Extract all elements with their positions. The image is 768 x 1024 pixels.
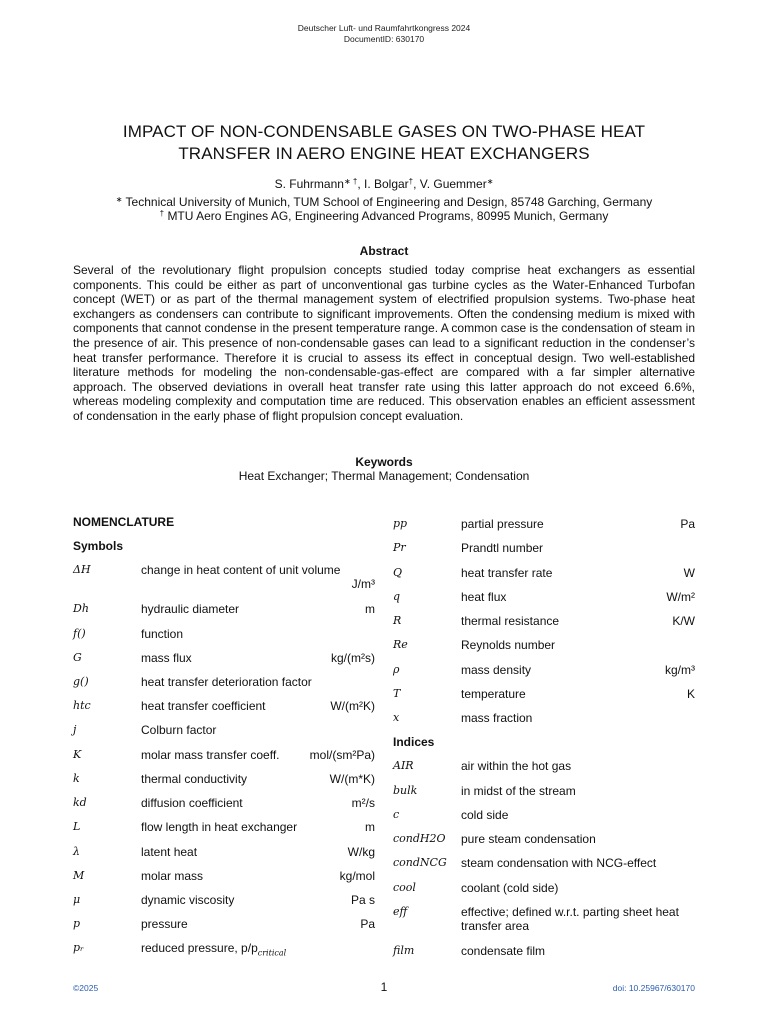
affiliation-2-mark: †: [159, 209, 165, 218]
symbol-description: temperature: [461, 687, 526, 701]
symbol-description: hydraulic diameter: [141, 602, 240, 616]
title-line-2: TRANSFER IN AERO ENGINE HEAT EXCHANGERS: [178, 144, 590, 163]
symbol-description: thermal resistance: [461, 614, 560, 628]
nomenclature-row: [73, 796, 375, 816]
symbol-unit: K/W: [672, 614, 695, 628]
symbol-description: flow length in heat exchanger: [141, 820, 298, 834]
nomenclature-row: [393, 566, 695, 586]
symbol-unit: J/m³: [351, 577, 375, 591]
symbol: Pr: [393, 541, 406, 554]
nomenclature-row: [73, 772, 375, 792]
symbol-description-text: reduced pressure, p/p: [141, 941, 258, 955]
symbol-unit: K: [686, 687, 695, 701]
nomenclature-row: [73, 941, 375, 961]
symbol-description: Colburn factor: [141, 723, 217, 737]
symbol-description: thermal conductivity: [141, 772, 248, 786]
symbol-unit: mol/(sm²Pa): [309, 748, 375, 762]
index-description: coolant (cold side): [461, 881, 559, 895]
symbol: q: [393, 590, 401, 603]
nomenclature-heading: NOMENCLATURE: [73, 515, 175, 529]
symbol-description: mass density: [461, 663, 532, 677]
index-row: [393, 759, 695, 779]
symbol: htc: [73, 699, 91, 712]
symbol-unit: W/(m²K): [330, 699, 375, 713]
author-2: , I. Bolgar: [357, 177, 409, 191]
symbol-description: Reynolds number: [461, 638, 556, 652]
nomenclature-row: [393, 517, 695, 537]
symbol-unit: W/m²: [666, 590, 695, 604]
symbol: pp: [393, 517, 408, 530]
symbol-description: function: [141, 627, 184, 641]
symbol-description: change in heat content of unit volume: [141, 563, 341, 577]
symbol: j: [73, 723, 77, 736]
symbol-description: heat transfer deterioration factor: [141, 675, 312, 689]
nomenclature-row: [73, 893, 375, 913]
symbol: λ: [73, 845, 80, 858]
symbol-description: mass fraction: [461, 711, 533, 725]
symbol: ΔH: [73, 563, 91, 576]
author-2-marks: †: [408, 177, 414, 186]
author-1: S. Fuhrmann: [274, 177, 344, 191]
symbol-unit: kg/(m²s): [331, 651, 375, 665]
symbol-description: diffusion coefficient: [141, 796, 243, 810]
symbol: x: [393, 711, 400, 724]
page-number: 1: [380, 980, 388, 994]
symbol-unit: Pa s: [350, 893, 375, 907]
copyright-notice: ©2025: [73, 983, 99, 993]
symbol-description: mass flux: [141, 651, 192, 665]
symbol-description: molar mass: [141, 869, 204, 883]
symbol: ρ: [393, 663, 400, 676]
affiliation-1-mark: ∗: [115, 195, 123, 204]
abstract-text: Several of the revolutionary flight propulsion concepts studied today comprise heat exchangers as essential components. This could be either as part of unconventional gas turbine cycles as the Water-Enhanced Turbofan concept (WET) or as part of the thermal management system of electrified propulsion systems. Two-phase heat exchangers as condensers can contribute to significant improvements. Often the condensing medium is mixed with components that cannot condense in the present temperature range. A common case is the condensation of steam in the presence of air. This presence of non-condensable gases can lead to a significant reduction in the condenser’s heat transfer performance. Therefore it is crucial to assess its effect in conceptual design. Two well-established literature methods for modeling the non-condensable-gas-effect are compared with a far simpler alternative approach. The observed deviations in overall heat transfer rate using this latter approach do not exceed 6.6%, whereas modeling complexity and computation time are reduced. This observation enables an efficient assessment of condensation in the early phase of flight propulsion concept evaluation.: [73, 263, 695, 423]
symbol-unit: W/(m*K): [329, 772, 375, 786]
title-line-1: IMPACT OF NON-CONDENSABLE GASES ON TWO-PHASE HEAT: [122, 122, 646, 141]
conference-header: [0, 23, 768, 45]
affiliation-2-text: MTU Aero Engines AG, Engineering Advanced Programs, 80995 Munich, Germany: [167, 209, 609, 223]
index-symbol: condH2O: [393, 832, 446, 845]
nomenclature-row: [393, 711, 695, 731]
symbol-unit: kg/mol: [339, 869, 375, 883]
index-description: pure steam condensation: [461, 832, 596, 846]
symbol-unit: W/kg: [347, 845, 375, 859]
symbol-unit: W: [683, 566, 695, 580]
index-row: [393, 856, 695, 876]
symbol: f(): [73, 627, 86, 640]
nomenclature-row: [73, 651, 375, 671]
conference-name: Deutscher Luft- und Raumfahrtkongress 2024: [297, 23, 471, 33]
nomenclature-row: [73, 723, 375, 743]
symbol-description: Prandtl number: [461, 541, 544, 555]
author-list: [0, 176, 768, 192]
index-symbol: bulk: [393, 784, 418, 797]
nomenclature-row: [73, 869, 375, 889]
index-description: air within the hot gas: [461, 759, 572, 773]
symbol-unit: m: [365, 602, 375, 616]
symbol: R: [393, 614, 402, 627]
nomenclature-row: [73, 845, 375, 865]
index-symbol: c: [393, 808, 400, 821]
indices-heading: Indices: [393, 735, 435, 749]
index-symbol: AIR: [393, 759, 414, 772]
index-row: [393, 808, 695, 828]
index-row: [393, 881, 695, 901]
symbol-unit: m²/s: [351, 796, 375, 810]
index-row: [393, 944, 695, 964]
nomenclature-row: [393, 614, 695, 634]
index-symbol: cool: [393, 881, 416, 894]
index-symbol: film: [393, 944, 415, 957]
symbol: p: [73, 917, 81, 930]
symbol-description: dynamic viscosity: [141, 893, 235, 907]
symbol-description: heat transfer rate: [461, 566, 553, 580]
document-id: DocumentID: 630170: [343, 34, 425, 44]
symbol: G: [73, 651, 82, 664]
nomenclature-row: [393, 663, 695, 683]
symbol-description: latent heat: [141, 845, 198, 859]
affiliation-2: [0, 209, 768, 224]
symbols-heading: Symbols: [73, 539, 124, 553]
symbol-description: heat transfer coefficient: [141, 699, 266, 713]
index-description: effective; defined w.r.t. parting sheet heat transfer area: [461, 905, 679, 933]
symbol-description-subscript: critical: [257, 948, 287, 958]
symbol: Re: [393, 638, 408, 651]
nomenclature-row: [73, 820, 375, 840]
keywords-heading: Keywords: [355, 455, 413, 469]
index-symbol: condNCG: [393, 856, 447, 869]
symbol: T: [393, 687, 401, 700]
symbol: Dh: [73, 602, 89, 615]
nomenclature-row: [73, 748, 375, 768]
index-row: [393, 905, 695, 935]
symbol-description: molar mass transfer coeff.: [141, 748, 280, 762]
nomenclature-row: [73, 675, 375, 695]
symbol: Q: [393, 566, 403, 579]
affiliation-1: [0, 195, 768, 210]
doi-link[interactable]: doi: 10.25967/630170: [612, 983, 695, 993]
symbol: K: [73, 748, 82, 761]
author-3: , V. Guemmer: [413, 177, 487, 191]
index-description: in midst of the stream: [461, 784, 576, 798]
symbol: pᵣ: [73, 941, 84, 954]
nomenclature-row: [393, 590, 695, 610]
nomenclature-row: [73, 563, 375, 593]
affiliation-1-text: Technical University of Munich, TUM School of Engineering and Design, 85748 Garching, Germany: [125, 195, 653, 209]
nomenclature-row: [393, 687, 695, 707]
author-3-marks: ∗: [486, 177, 494, 186]
index-row: [393, 784, 695, 804]
abstract-heading: Abstract: [359, 244, 409, 258]
index-row: [393, 832, 695, 852]
nomenclature-row: [73, 602, 375, 622]
symbol-unit: m: [365, 820, 375, 834]
symbol-unit: Pa: [360, 917, 375, 931]
symbol-unit: Pa: [680, 517, 695, 531]
symbol: k: [73, 772, 80, 785]
index-description: steam condensation with NCG-effect: [461, 856, 657, 870]
symbol-description: partial pressure: [461, 517, 544, 531]
paper-title: [60, 121, 708, 165]
nomenclature-row: [393, 541, 695, 561]
symbol: M: [73, 869, 85, 882]
symbol: μ: [73, 893, 81, 906]
symbol: kd: [73, 796, 87, 809]
symbol-description: heat flux: [461, 590, 507, 604]
symbol-description: [141, 941, 286, 960]
keywords-text: Heat Exchanger; Thermal Management; Condensation: [238, 469, 530, 483]
nomenclature-row: [73, 699, 375, 719]
symbol: L: [73, 820, 81, 833]
index-symbol: eff: [393, 905, 408, 918]
symbol-description: pressure: [141, 917, 188, 931]
index-description: cold side: [461, 808, 509, 822]
symbol-unit: kg/m³: [665, 663, 695, 677]
nomenclature-row: [393, 638, 695, 658]
author-1-marks: ∗ †: [343, 177, 358, 186]
nomenclature-row: [73, 627, 375, 647]
symbol: g(): [73, 675, 89, 688]
index-description: condensate film: [461, 944, 546, 958]
nomenclature-row: [73, 917, 375, 937]
